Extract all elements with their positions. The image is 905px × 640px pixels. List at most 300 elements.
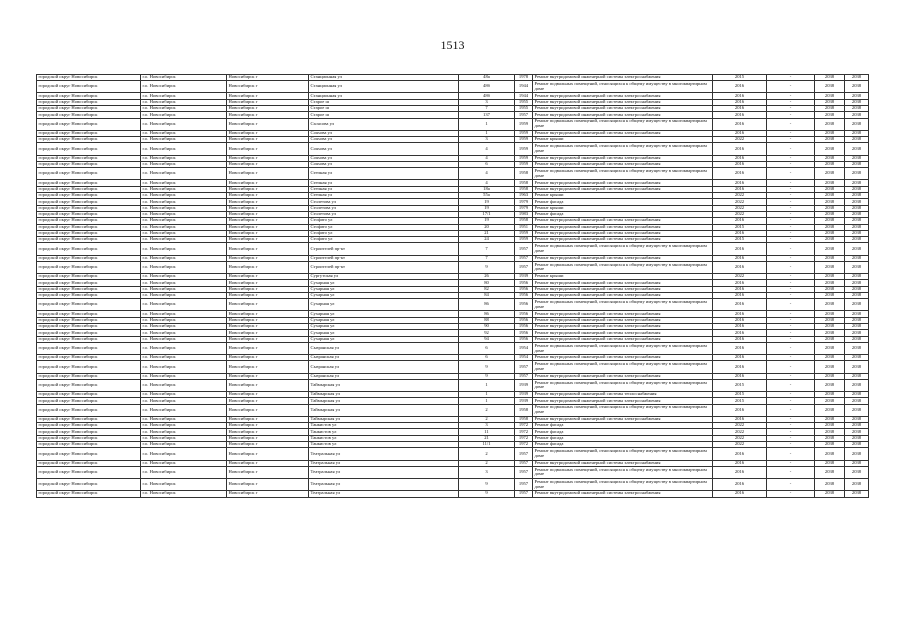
year-cell: 1958 — [515, 404, 533, 416]
plan-year-cell: 2015 — [713, 379, 767, 391]
district-cell: г.о. Новосибирск — [141, 286, 227, 292]
municipality-cell: городской округ Новосибирск — [37, 99, 141, 105]
year-cell: 1958 — [515, 218, 533, 224]
house-cell: 48б — [459, 81, 515, 93]
work-type-cell: Ремонт подвальных помещений, относящихся к общему имуществу в многоквартирном доме — [533, 143, 713, 155]
final-year-cell: 2038 — [845, 218, 869, 224]
end-year-cell: 2038 — [815, 429, 845, 435]
district-cell: г.о. Новосибирск — [141, 211, 227, 217]
municipality-cell: городской округ Новосибирск — [37, 442, 141, 448]
plan-year-cell: 2016 — [713, 324, 767, 330]
table-row — [37, 342, 869, 354]
dash-cell: - — [767, 460, 815, 466]
work-type-cell: Ремонт крыши — [533, 193, 713, 199]
year-cell: 1957 — [515, 112, 533, 118]
municipality-cell: городской округ Новосибирск — [37, 193, 141, 199]
street-cell: Станционная ул — [309, 81, 459, 93]
plan-year-cell: 2022 — [713, 137, 767, 143]
year-cell: 1954 — [515, 342, 533, 354]
end-year-cell: 2038 — [815, 180, 845, 186]
district-cell: г.о. Новосибирск — [141, 460, 227, 466]
street-cell: Степная ул — [309, 193, 459, 199]
street-cell: Сухарная ул — [309, 292, 459, 298]
work-type-cell: Ремонт подвальных помещений, относящихся к общему имуществу в многоквартирном доме — [533, 466, 713, 478]
district-cell: г.о. Новосибирск — [141, 237, 227, 243]
city-cell: Новосибирск г — [227, 224, 309, 230]
house-cell: 6 — [459, 161, 515, 167]
municipality-cell: городской округ Новосибирск — [37, 423, 141, 429]
city-cell: Новосибирск г — [227, 460, 309, 466]
dash-cell: - — [767, 193, 815, 199]
district-cell: г.о. Новосибирск — [141, 186, 227, 192]
end-year-cell: 2038 — [815, 99, 845, 105]
plan-year-cell: 2022 — [713, 442, 767, 448]
work-type-cell: Ремонт фасада — [533, 423, 713, 429]
capital-repair-table — [36, 74, 869, 498]
house-cell: 90 — [459, 324, 515, 330]
city-cell: Новосибирск г — [227, 255, 309, 261]
final-year-cell: 2038 — [845, 280, 869, 286]
year-cell: 1958 — [515, 168, 533, 180]
end-year-cell: 2038 — [815, 479, 845, 491]
final-year-cell: 2038 — [845, 379, 869, 391]
final-year-cell: 2038 — [845, 299, 869, 311]
plan-year-cell: 2016 — [713, 299, 767, 311]
end-year-cell: 2038 — [815, 292, 845, 298]
city-cell: Новосибирск г — [227, 106, 309, 112]
city-cell: Новосибирск г — [227, 155, 309, 161]
work-type-cell: Ремонт внутридомовой инженерной системы электроснабжения — [533, 286, 713, 292]
page-number: 1513 — [440, 38, 465, 52]
plan-year-cell: 2022 — [713, 193, 767, 199]
dash-cell: - — [767, 81, 815, 93]
plan-year-cell: 2016 — [713, 355, 767, 361]
house-cell: 3 — [459, 466, 515, 478]
dash-cell: - — [767, 218, 815, 224]
street-cell: Сousова ул — [309, 137, 459, 143]
house-cell: 9 — [459, 261, 515, 273]
city-cell: Новосибирск г — [227, 373, 309, 379]
house-cell: 137 — [459, 112, 515, 118]
end-year-cell: 2038 — [815, 218, 845, 224]
plan-year-cell: 2016 — [713, 81, 767, 93]
city-cell: Новосибирск г — [227, 143, 309, 155]
plan-year-cell: 2016 — [713, 261, 767, 273]
municipality-cell: городской округ Новосибирск — [37, 161, 141, 167]
district-cell: г.о. Новосибирск — [141, 205, 227, 211]
district-cell: г.о. Новосибирск — [141, 336, 227, 342]
dash-cell: - — [767, 155, 815, 161]
city-cell: Новосибирск г — [227, 398, 309, 404]
house-cell: 2 — [459, 416, 515, 422]
year-cell: 1972 — [515, 429, 533, 435]
work-type-cell: Ремонт подвальных помещений, относящихся к общему имуществу в многоквартирном доме — [533, 261, 713, 273]
end-year-cell: 2038 — [815, 75, 845, 81]
street-cell: Сousова ул — [309, 161, 459, 167]
plan-year-cell: 2022 — [713, 211, 767, 217]
dash-cell: - — [767, 355, 815, 361]
city-cell: Новосибирск г — [227, 137, 309, 143]
year-cell: 1956 — [515, 286, 533, 292]
city-cell: Новосибирск г — [227, 237, 309, 243]
district-cell: г.о. Новосибирск — [141, 155, 227, 161]
street-cell: Сызранская ул — [309, 361, 459, 373]
street-cell: Столетова ул — [309, 205, 459, 211]
end-year-cell: 2038 — [815, 155, 845, 161]
house-cell: 7 — [459, 106, 515, 112]
city-cell: Новосибирск г — [227, 161, 309, 167]
city-cell: Новосибирск г — [227, 317, 309, 323]
work-type-cell: Ремонт подвальных помещений, относящихся к общему имуществу в многоквартирном доме — [533, 379, 713, 391]
end-year-cell: 2038 — [815, 491, 845, 497]
house-cell: 88 — [459, 317, 515, 323]
municipality-cell: городской округ Новосибирск — [37, 118, 141, 130]
street-cell: Сухарная ул — [309, 299, 459, 311]
district-cell: г.о. Новосибирск — [141, 404, 227, 416]
final-year-cell: 2038 — [845, 180, 869, 186]
street-cell: Таймырская ул — [309, 404, 459, 416]
municipality-cell: городской округ Новосибирск — [37, 311, 141, 317]
dash-cell: - — [767, 416, 815, 422]
street-cell: Стофато ул — [309, 224, 459, 230]
house-cell: 4 — [459, 155, 515, 161]
municipality-cell: городской округ Новосибирск — [37, 491, 141, 497]
city-cell: Новосибирск г — [227, 423, 309, 429]
final-year-cell: 2038 — [845, 168, 869, 180]
street-cell: Сухарная ул — [309, 336, 459, 342]
house-cell: 1 — [459, 398, 515, 404]
house-cell: 84 — [459, 292, 515, 298]
district-cell: г.о. Новосибирск — [141, 442, 227, 448]
plan-year-cell: 2015 — [713, 392, 767, 398]
end-year-cell: 2038 — [815, 130, 845, 136]
end-year-cell: 2038 — [815, 311, 845, 317]
street-cell: Степная ул — [309, 186, 459, 192]
work-type-cell: Ремонт подвальных помещений, относящихся к общему имуществу в многоквартирном доме — [533, 118, 713, 130]
final-year-cell: 2038 — [845, 205, 869, 211]
plan-year-cell: 2022 — [713, 429, 767, 435]
work-type-cell: Ремонт подвальных помещений, относящихся к общему имуществу в многоквартирном доме — [533, 479, 713, 491]
street-cell: Старое ш — [309, 112, 459, 118]
year-cell: 1957 — [515, 466, 533, 478]
final-year-cell: 2038 — [845, 460, 869, 466]
house-cell: 48б — [459, 93, 515, 99]
city-cell: Новосибирск г — [227, 280, 309, 286]
work-type-cell: Ремонт подвальных помещений, относящихся к общему имуществу в многоквартирном доме — [533, 243, 713, 255]
street-cell: Строителей пр-кт — [309, 261, 459, 273]
year-cell: 1956 — [515, 311, 533, 317]
dash-cell: - — [767, 330, 815, 336]
final-year-cell: 2038 — [845, 274, 869, 280]
plan-year-cell: 2016 — [713, 93, 767, 99]
work-type-cell: Ремонт внутридомовой инженерной системы электроснабжения — [533, 75, 713, 81]
house-cell: 86 — [459, 299, 515, 311]
city-cell: Новосибирск г — [227, 75, 309, 81]
municipality-cell: городской округ Новосибирск — [37, 93, 141, 99]
street-cell: Танкистов ул — [309, 435, 459, 441]
municipality-cell: городской округ Новосибирск — [37, 299, 141, 311]
district-cell: г.о. Новосибирск — [141, 361, 227, 373]
end-year-cell: 2038 — [815, 161, 845, 167]
end-year-cell: 2038 — [815, 373, 845, 379]
street-cell: Сызранская ул — [309, 355, 459, 361]
dash-cell: - — [767, 106, 815, 112]
district-cell: г.о. Новосибирск — [141, 143, 227, 155]
work-type-cell: Ремонт внутридомовой инженерной системы электроснабжения — [533, 311, 713, 317]
year-cell: 1959 — [515, 118, 533, 130]
year-cell: 1956 — [515, 299, 533, 311]
district-cell: г.о. Новосибирск — [141, 479, 227, 491]
street-cell: Строителей пр-кт — [309, 255, 459, 261]
plan-year-cell: 2016 — [713, 286, 767, 292]
dash-cell: - — [767, 224, 815, 230]
final-year-cell: 2038 — [845, 137, 869, 143]
final-year-cell: 2038 — [845, 311, 869, 317]
work-type-cell: Ремонт подвальных помещений, относящихся к общему имуществу в многоквартирном доме — [533, 404, 713, 416]
dash-cell: - — [767, 205, 815, 211]
final-year-cell: 2038 — [845, 75, 869, 81]
final-year-cell: 2038 — [845, 448, 869, 460]
municipality-cell: городской округ Новосибирск — [37, 317, 141, 323]
final-year-cell: 2038 — [845, 161, 869, 167]
plan-year-cell: 2022 — [713, 205, 767, 211]
dash-cell: - — [767, 280, 815, 286]
district-cell: г.о. Новосибирск — [141, 168, 227, 180]
final-year-cell: 2038 — [845, 224, 869, 230]
final-year-cell: 2038 — [845, 106, 869, 112]
city-cell: Новосибирск г — [227, 361, 309, 373]
year-cell: 1972 — [515, 442, 533, 448]
year-cell: 1957 — [515, 373, 533, 379]
street-cell: Сухарная ул — [309, 286, 459, 292]
plan-year-cell: 2016 — [713, 373, 767, 379]
year-cell: 1957 — [515, 460, 533, 466]
district-cell: г.о. Новосибирск — [141, 398, 227, 404]
district-cell: г.о. Новосибирск — [141, 435, 227, 441]
street-cell: Сухарная ул — [309, 324, 459, 330]
final-year-cell: 2038 — [845, 404, 869, 416]
work-type-cell: Ремонт крыши — [533, 274, 713, 280]
end-year-cell: 2038 — [815, 261, 845, 273]
municipality-cell: городской округ Новосибирск — [37, 137, 141, 143]
house-cell: 6 — [459, 355, 515, 361]
plan-year-cell: 2015 — [713, 398, 767, 404]
work-type-cell: Ремонт фасада — [533, 199, 713, 205]
city-cell: Новосибирск г — [227, 118, 309, 130]
dash-cell: - — [767, 448, 815, 460]
final-year-cell: 2038 — [845, 479, 869, 491]
final-year-cell: 2038 — [845, 292, 869, 298]
end-year-cell: 2038 — [815, 442, 845, 448]
house-cell: 3 — [459, 423, 515, 429]
year-cell: 1955 — [515, 106, 533, 112]
end-year-cell: 2038 — [815, 460, 845, 466]
dash-cell: - — [767, 93, 815, 99]
street-cell: Столетова ул — [309, 211, 459, 217]
plan-year-cell: 2016 — [713, 330, 767, 336]
district-cell: г.о. Новосибирск — [141, 199, 227, 205]
district-cell: г.о. Новосибирск — [141, 491, 227, 497]
municipality-cell: городской округ Новосибирск — [37, 355, 141, 361]
city-cell: Новосибирск г — [227, 392, 309, 398]
city-cell: Новосибирск г — [227, 336, 309, 342]
city-cell: Новосибирск г — [227, 193, 309, 199]
final-year-cell: 2038 — [845, 112, 869, 118]
street-cell: Стофато ул — [309, 230, 459, 236]
end-year-cell: 2038 — [815, 168, 845, 180]
end-year-cell: 2038 — [815, 186, 845, 192]
plan-year-cell: 2016 — [713, 292, 767, 298]
plan-year-cell: 2016 — [713, 466, 767, 478]
table-row — [37, 168, 869, 180]
municipality-cell: городской округ Новосибирск — [37, 416, 141, 422]
work-type-cell: Ремонт внутридомовой инженерной системы электроснабжения — [533, 186, 713, 192]
end-year-cell: 2038 — [815, 112, 845, 118]
plan-year-cell: 2016 — [713, 106, 767, 112]
house-cell: 9 — [459, 491, 515, 497]
work-type-cell: Ремонт внутридомовой инженерной системы электроснабжения — [533, 373, 713, 379]
city-cell: Новосибирск г — [227, 286, 309, 292]
end-year-cell: 2038 — [815, 317, 845, 323]
table-body — [37, 75, 869, 498]
year-cell: 1956 — [515, 324, 533, 330]
dash-cell: - — [767, 429, 815, 435]
district-cell: г.о. Новосибирск — [141, 324, 227, 330]
city-cell: Новосибирск г — [227, 379, 309, 391]
end-year-cell: 2038 — [815, 416, 845, 422]
district-cell: г.о. Новосибирск — [141, 106, 227, 112]
work-type-cell: Ремонт внутридомовой инженерной системы теплоснабжения — [533, 392, 713, 398]
district-cell: г.о. Новосибирск — [141, 317, 227, 323]
end-year-cell: 2038 — [815, 423, 845, 429]
year-cell: 1957 — [515, 448, 533, 460]
street-cell: Таймырская ул — [309, 392, 459, 398]
street-cell: Старое ш — [309, 106, 459, 112]
plan-year-cell: 2016 — [713, 460, 767, 466]
district-cell: г.о. Новосибирск — [141, 118, 227, 130]
municipality-cell: городской округ Новосибирск — [37, 292, 141, 298]
street-cell: Таймырская ул — [309, 416, 459, 422]
end-year-cell: 2038 — [815, 392, 845, 398]
house-cell: 26 — [459, 274, 515, 280]
district-cell: г.о. Новосибирск — [141, 224, 227, 230]
end-year-cell: 2038 — [815, 93, 845, 99]
house-cell: 55а — [459, 193, 515, 199]
city-cell: Новосибирск г — [227, 199, 309, 205]
house-cell: 4 — [459, 180, 515, 186]
house-cell: 1 — [459, 130, 515, 136]
dash-cell: - — [767, 442, 815, 448]
dash-cell: - — [767, 180, 815, 186]
house-cell: 92 — [459, 330, 515, 336]
district-cell: г.о. Новосибирск — [141, 75, 227, 81]
dash-cell: - — [767, 398, 815, 404]
final-year-cell: 2038 — [845, 81, 869, 93]
year-cell: 1957 — [515, 243, 533, 255]
end-year-cell: 2038 — [815, 299, 845, 311]
city-cell: Новосибирск г — [227, 243, 309, 255]
end-year-cell: 2038 — [815, 230, 845, 236]
final-year-cell: 2038 — [845, 99, 869, 105]
year-cell: 1958 — [515, 180, 533, 186]
work-type-cell: Ремонт внутридомовой инженерной системы электроснабжения — [533, 218, 713, 224]
municipality-cell: городской округ Новосибирск — [37, 324, 141, 330]
plan-year-cell: 2015 — [713, 224, 767, 230]
municipality-cell: городской округ Новосибирск — [37, 230, 141, 236]
dash-cell: - — [767, 199, 815, 205]
house-cell: 80 — [459, 280, 515, 286]
year-cell: 1972 — [515, 435, 533, 441]
plan-year-cell: 2016 — [713, 416, 767, 422]
city-cell: Новосибирск г — [227, 274, 309, 280]
year-cell: 1956 — [515, 336, 533, 342]
municipality-cell: городской округ Новосибирск — [37, 336, 141, 342]
dash-cell: - — [767, 112, 815, 118]
street-cell: Сухарная ул — [309, 311, 459, 317]
street-cell: Танкистов ул — [309, 423, 459, 429]
plan-year-cell: 2016 — [713, 230, 767, 236]
city-cell: Новосибирск г — [227, 311, 309, 317]
dash-cell: - — [767, 491, 815, 497]
work-type-cell: Ремонт подвальных помещений, относящихся к общему имуществу в многоквартирном доме — [533, 342, 713, 354]
work-type-cell: Ремонт внутридомовой инженерной системы электроснабжения — [533, 416, 713, 422]
municipality-cell: городской округ Новосибирск — [37, 392, 141, 398]
municipality-cell: городской округ Новосибирск — [37, 479, 141, 491]
municipality-cell: городской округ Новосибирск — [37, 460, 141, 466]
house-cell: 21 — [459, 230, 515, 236]
plan-year-cell: 2016 — [713, 118, 767, 130]
city-cell: Новосибирск г — [227, 205, 309, 211]
municipality-cell: городской округ Новосибирск — [37, 243, 141, 255]
year-cell: 1956 — [515, 280, 533, 286]
plan-year-cell: 2016 — [713, 130, 767, 136]
city-cell: Новосибирск г — [227, 324, 309, 330]
district-cell: г.о. Новосибирск — [141, 93, 227, 99]
dash-cell: - — [767, 361, 815, 373]
district-cell: г.о. Новосибирск — [141, 99, 227, 105]
street-cell: Стофато ул — [309, 218, 459, 224]
year-cell: 1959 — [515, 130, 533, 136]
district-cell: г.о. Новосибирск — [141, 137, 227, 143]
final-year-cell: 2038 — [845, 392, 869, 398]
street-cell: Сousова ул — [309, 155, 459, 161]
year-cell: 1944 — [515, 93, 533, 99]
plan-year-cell: 2016 — [713, 243, 767, 255]
year-cell: 1956 — [515, 292, 533, 298]
end-year-cell: 2038 — [815, 336, 845, 342]
final-year-cell: 2038 — [845, 429, 869, 435]
final-year-cell: 2038 — [845, 255, 869, 261]
end-year-cell: 2038 — [815, 137, 845, 143]
year-cell: 1978 — [515, 75, 533, 81]
final-year-cell: 2038 — [845, 155, 869, 161]
street-cell: Таймырская ул — [309, 379, 459, 391]
year-cell: 1956 — [515, 330, 533, 336]
street-cell: Театральная ул — [309, 466, 459, 478]
house-cell: 3 — [459, 137, 515, 143]
street-cell: Сousова ул — [309, 130, 459, 136]
city-cell: Новосибирск г — [227, 218, 309, 224]
city-cell: Новосибирск г — [227, 292, 309, 298]
street-cell: Сsouсова ул — [309, 118, 459, 130]
final-year-cell: 2038 — [845, 261, 869, 273]
end-year-cell: 2038 — [815, 224, 845, 230]
work-type-cell: Ремонт подвальных помещений, относящихся к общему имуществу в многоквартирном доме — [533, 81, 713, 93]
municipality-cell: городской округ Новосибирск — [37, 280, 141, 286]
work-type-cell: Ремонт крыши — [533, 205, 713, 211]
work-type-cell: Ремонт внутридомовой инженерной системы электроснабжения — [533, 255, 713, 261]
district-cell: г.о. Новосибирск — [141, 112, 227, 118]
